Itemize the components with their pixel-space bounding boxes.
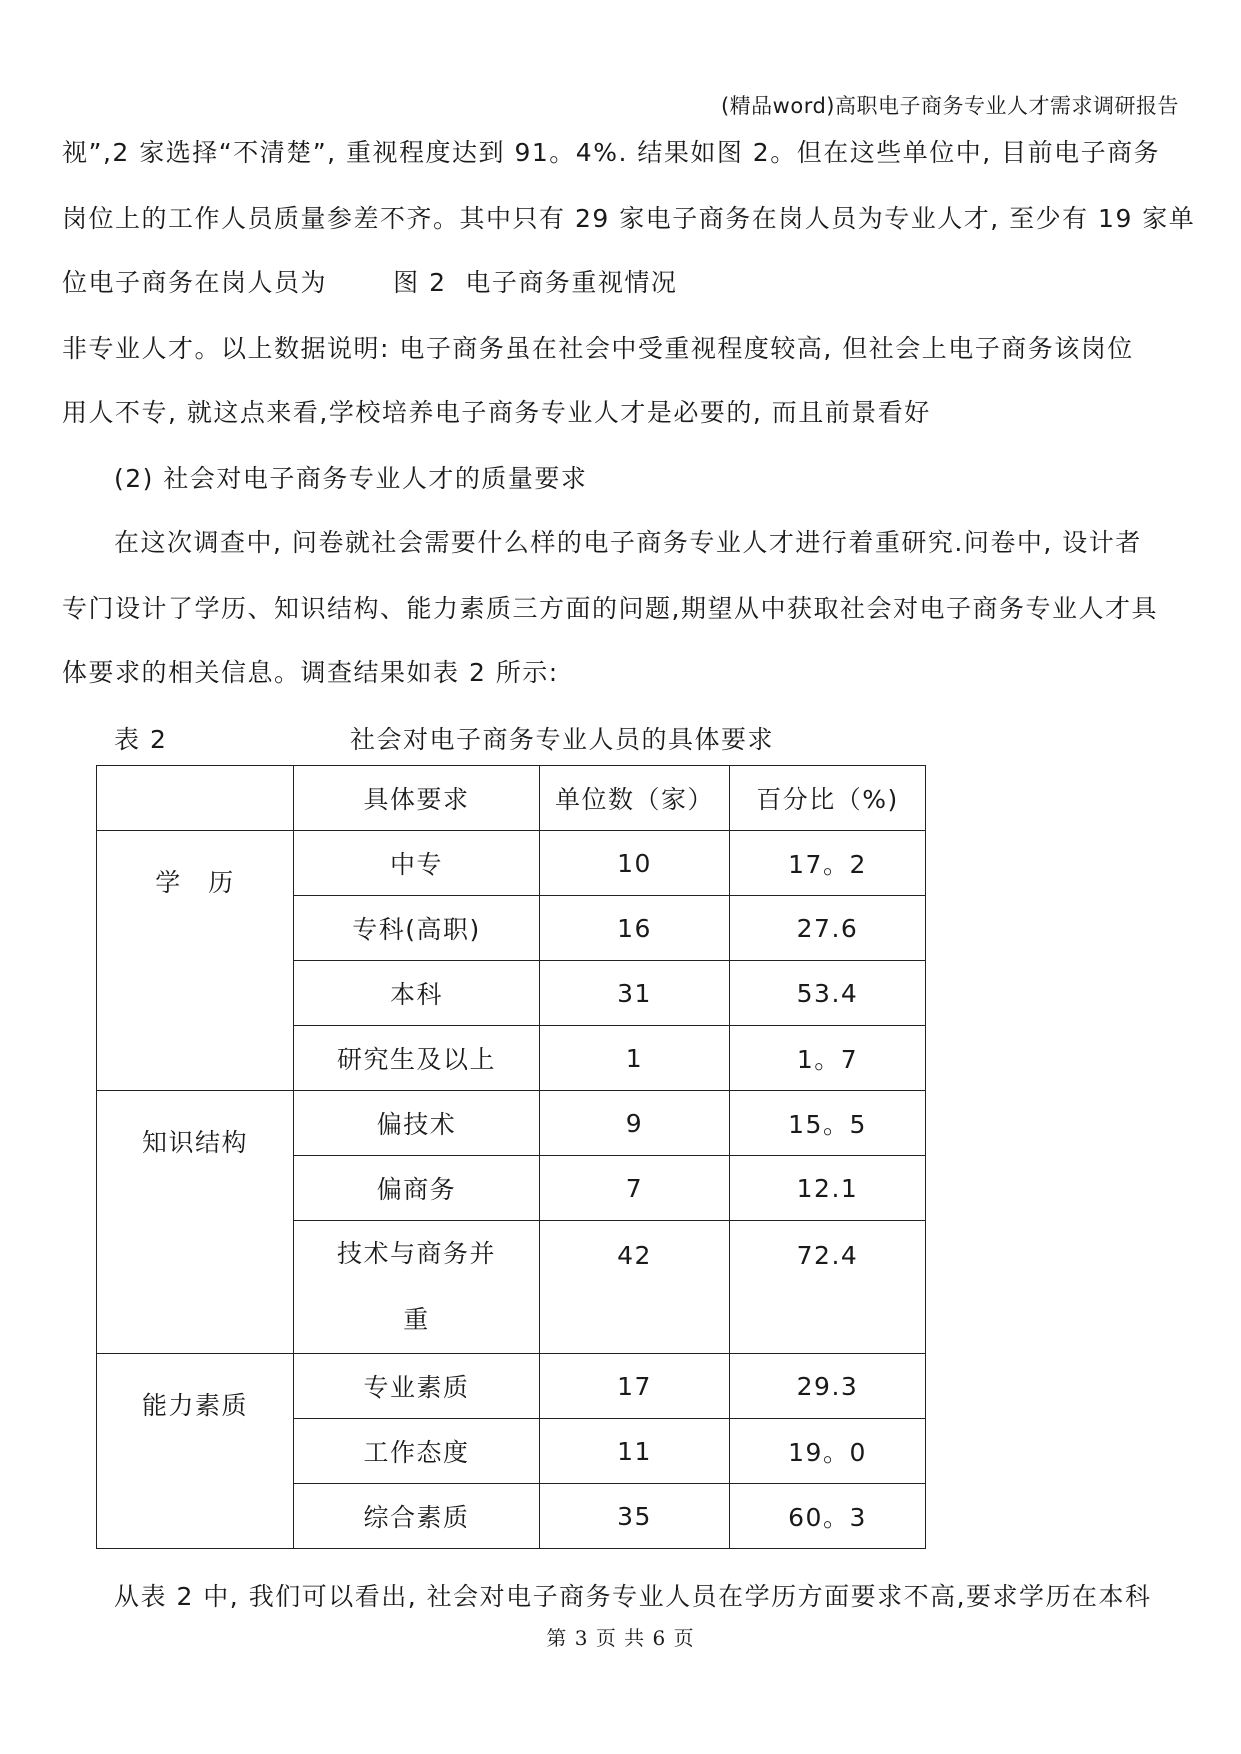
body-line-2: 岗位上的工作人员质量参差不齐。其中只有 29 家电子商务在岗人员为专业人才, 至少有 19 家单 [62,204,1196,233]
group-knowledge: 知识结构 [97,1091,294,1354]
row-percent: 17。2 [730,831,926,896]
table-row [97,1354,926,1419]
row-count: 10 [540,831,730,896]
row-item: 研究生及以上 [294,1026,540,1091]
body-line-9: 体要求的相关信息。调查结果如表 2 所示: [62,658,559,687]
group-education: 学 历 [97,831,294,1091]
row-item: 专科(高职) [294,896,540,961]
requirements-table [96,765,926,1549]
row-item: 综合素质 [294,1484,540,1549]
row-count: 17 [540,1354,730,1419]
row-percent: 29.3 [730,1354,926,1419]
body-line-3-figure-caption: 位电子商务在岗人员为 图 2 电子商务重视情况 [62,268,678,297]
row-count: 11 [540,1419,730,1484]
table-title: 社会对电子商务专业人员的具体要求 [350,725,775,754]
row-percent: 1。7 [730,1026,926,1091]
table-row [97,831,926,896]
header-cell-count: 单位数（家） [540,766,730,831]
row-percent: 12.1 [730,1156,926,1221]
row-item-line-2: 重 [403,1305,430,1334]
row-item: 偏技术 [294,1091,540,1156]
row-count: 9 [540,1091,730,1156]
table-row [97,1091,926,1156]
body-line-8: 专门设计了学历、知识结构、能力素质三方面的问题,期望从中获取社会对电子商务专业人才具 [62,594,1158,623]
row-count: 1 [540,1026,730,1091]
body-line-1: 视”,2 家选择“不清楚”, 重视程度达到 91。4%. 结果如图 2。但在这些单位中, 目前电子商务 [62,138,1161,167]
row-item: 工作态度 [294,1419,540,1484]
section-heading: (2) 社会对电子商务专业人才的质量要求 [114,464,588,493]
body-line-7: 在这次调查中, 问卷就社会需要什么样的电子商务专业人才进行着重研究.问卷中, 设计者 [114,528,1142,557]
page-footer: 第 3 页 共 6 页 [546,1626,695,1650]
body-line-4: 非专业人才。以上数据说明: 电子商务虽在社会中受重视程度较高, 但社会上电子商务该岗位 [62,334,1134,363]
header-cell-empty [97,766,294,831]
row-item: 本科 [294,961,540,1026]
row-count: 35 [540,1484,730,1549]
row-percent: 60。3 [730,1484,926,1549]
table-label: 表 2 [114,725,168,754]
header-cell-requirement: 具体要求 [294,766,540,831]
row-percent: 53.4 [730,961,926,1026]
row-percent: 72.4 [730,1221,926,1354]
header-cell-percent: 百分比（%) [730,766,926,831]
table-header-row [97,766,926,831]
row-item-multiline [294,1221,540,1354]
row-count: 42 [540,1221,730,1354]
body-line-5: 用人不专, 就这点来看,学校培养电子商务专业人才是必要的, 而且前景看好 [62,398,931,427]
row-count: 31 [540,961,730,1026]
row-percent: 15。5 [730,1091,926,1156]
row-item: 偏商务 [294,1156,540,1221]
row-item-line-1: 技术与商务并 [336,1239,496,1268]
after-table-line: 从表 2 中, 我们可以看出, 社会对电子商务专业人员在学历方面要求不高,要求学历在本科 [114,1582,1152,1611]
group-ability: 能力素质 [97,1354,294,1549]
row-item: 中专 [294,831,540,896]
row-percent: 19。0 [730,1419,926,1484]
row-item: 专业素质 [294,1354,540,1419]
row-count: 16 [540,896,730,961]
page-header: (精品word)高职电子商务专业人才需求调研报告 [720,94,1179,118]
row-percent: 27.6 [730,896,926,961]
row-count: 7 [540,1156,730,1221]
